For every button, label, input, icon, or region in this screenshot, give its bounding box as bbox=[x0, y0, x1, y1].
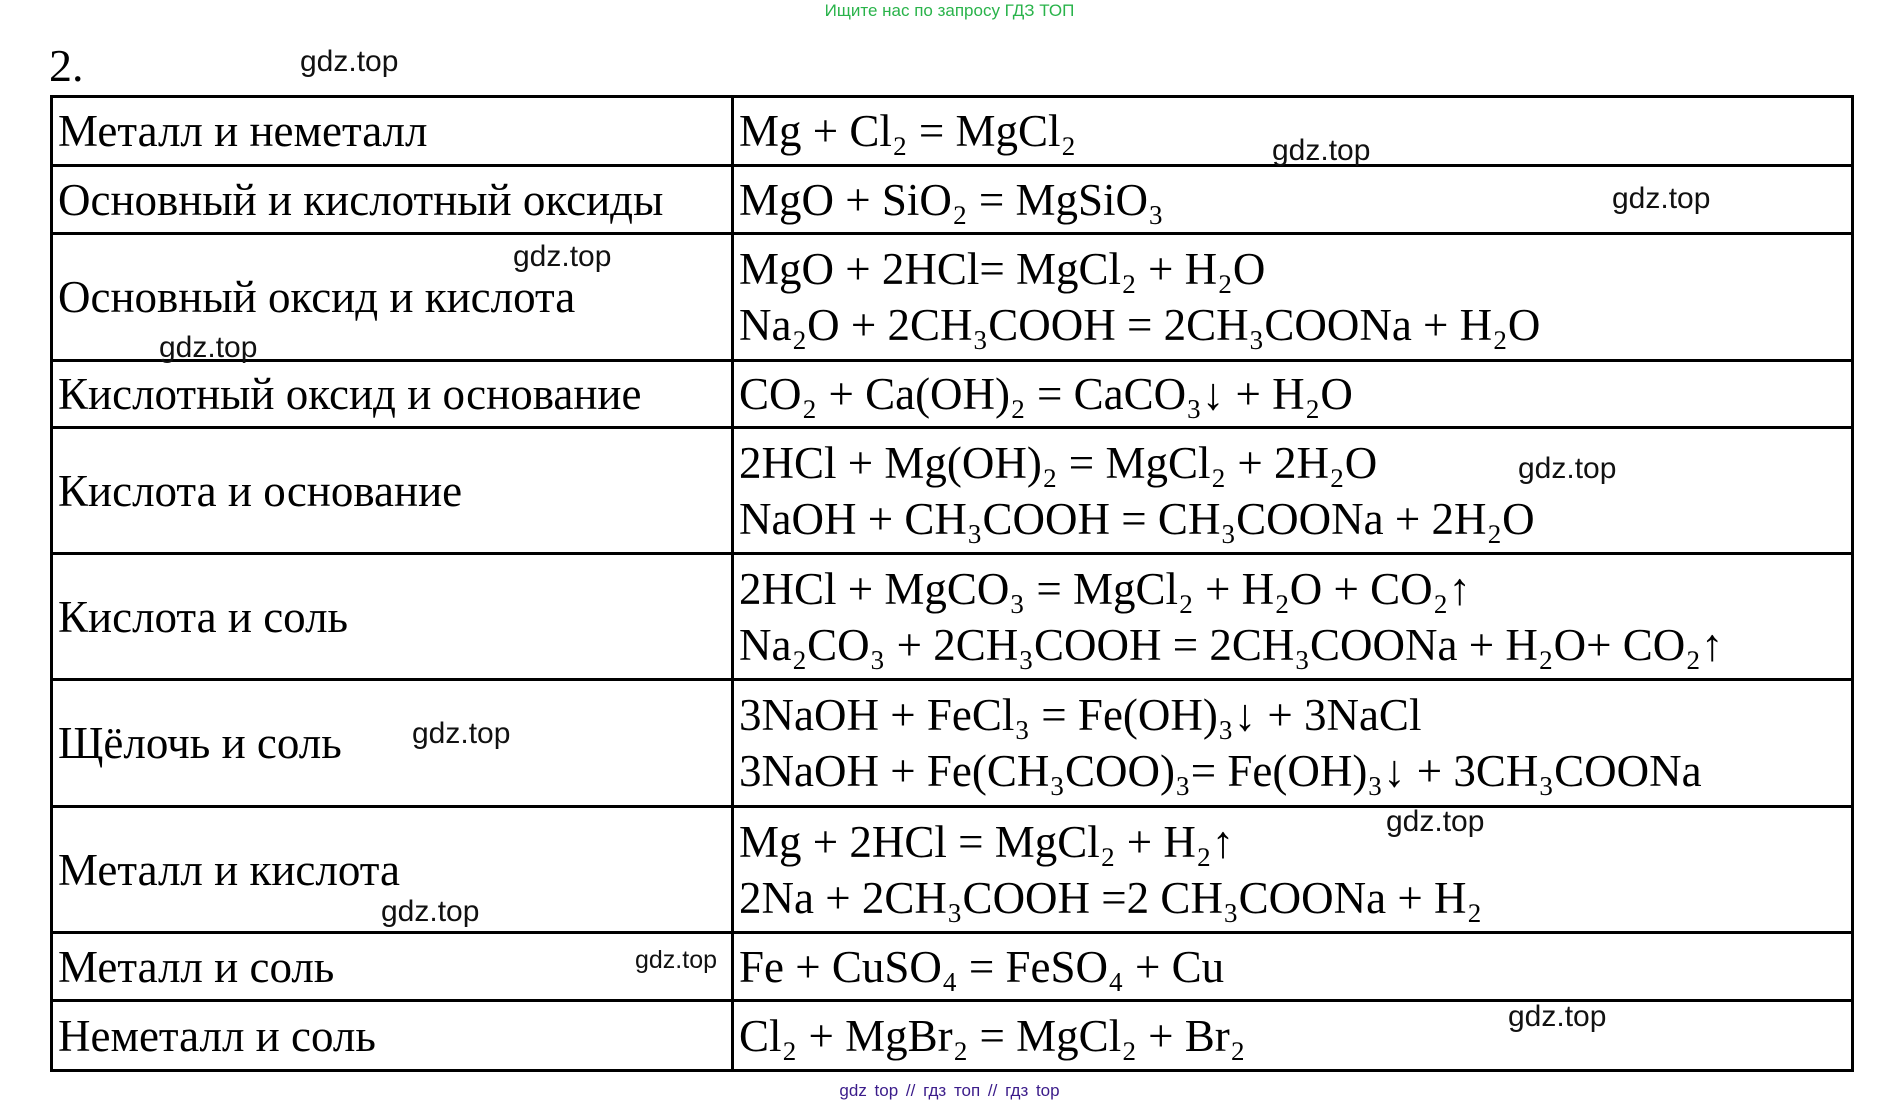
table-row bbox=[52, 361, 1853, 428]
equation-cell bbox=[733, 554, 1853, 680]
equation-cell bbox=[733, 234, 1853, 361]
reaction-type-cell: Кислота и соль bbox=[52, 554, 733, 680]
table-row bbox=[52, 166, 1853, 234]
watermark: gdz.top bbox=[1386, 805, 1485, 838]
search-hint-banner: Ищите нас по запросу ГДЗ ТОП bbox=[824, 1, 1075, 20]
watermark: gdz.top bbox=[381, 895, 480, 928]
watermark: gdz.top bbox=[513, 240, 612, 273]
equation-cell bbox=[733, 428, 1853, 554]
watermark: gdz.top bbox=[1508, 1000, 1607, 1033]
reaction-type-cell: Металл и соль bbox=[52, 933, 733, 1001]
equation: Mg + Cl₂ = MgCl₂ bbox=[739, 106, 1077, 156]
watermark: gdz.top bbox=[412, 717, 511, 750]
equation: Fe + CuSO₄ = FeSO₄ + Cu bbox=[739, 941, 1225, 992]
equation: Na₂O + 2CH₃COOH = 2CH₃COONa + H₂O bbox=[739, 300, 1541, 350]
equation: Mg + 2HCl = MgCl₂ + H₂↑ bbox=[739, 816, 1235, 867]
table-row bbox=[52, 234, 1853, 361]
task-number: 2. bbox=[49, 40, 84, 91]
equation-cell bbox=[733, 807, 1853, 933]
equation: 2Na + 2CH₃COOH =2 CH₃COONa + H₂ bbox=[739, 872, 1483, 923]
equation: MgO + 2HCl= MgCl₂ + H₂O bbox=[739, 244, 1266, 294]
equation: 2HCl + MgCO₃ = MgCl₂ + H₂O + CO₂↑ bbox=[739, 563, 1471, 614]
reaction-type-cell: Кислотный оксид и основание bbox=[52, 361, 733, 428]
reaction-type-cell: Основный оксид и кислота bbox=[52, 234, 733, 361]
equation: 2HCl + Mg(OH)₂ = MgCl₂ + 2H₂O bbox=[739, 437, 1378, 488]
watermark: gdz.top bbox=[635, 946, 718, 974]
equation: Na₂CO₃ + 2CH₃COOH = 2CH₃COONa + H₂O+ CO₂↑ bbox=[739, 619, 1724, 670]
reactions-table bbox=[50, 95, 1854, 1072]
equation-cell bbox=[733, 361, 1853, 428]
reaction-type-cell: Щёлочь и соль bbox=[52, 680, 733, 807]
equation: 3NaOH + FeCl₃ = Fe(OH)₃↓ + 3NaCl bbox=[739, 690, 1422, 740]
table-row bbox=[52, 807, 1853, 933]
equation: Cl₂ + MgBr₂ = MgCl₂ + Br₂ bbox=[739, 1010, 1246, 1061]
equation: 3NaOH + Fe(CH₃COO)₃= Fe(OH)₃↓ + 3CH₃COONa bbox=[739, 746, 1702, 796]
equation: CO₂ + Ca(OH)₂ = CaCO₃↓ + H₂O bbox=[739, 369, 1353, 419]
equation-cell bbox=[733, 1001, 1853, 1071]
watermark: gdz.top bbox=[1518, 452, 1617, 485]
watermark: gdz.top bbox=[159, 331, 258, 364]
equation-cell bbox=[733, 680, 1853, 807]
reaction-type-cell: Металл и кислота bbox=[52, 807, 733, 933]
equation: NaOH + CH₃COOH = CH₃COONa + 2H₂O bbox=[739, 493, 1535, 544]
table-row bbox=[52, 680, 1853, 807]
footer-links: gdz top // гдз топ // гдз top bbox=[839, 1081, 1060, 1100]
reaction-type-cell: Неметалл и соль bbox=[52, 1001, 733, 1071]
table-row bbox=[52, 554, 1853, 680]
equation: MgO + SiO₂ = MgSiO₃ bbox=[739, 174, 1164, 225]
reaction-type-cell: Основный и кислотный оксиды bbox=[52, 166, 733, 234]
table-row bbox=[52, 933, 1853, 1001]
watermark: gdz.top bbox=[1272, 134, 1371, 167]
watermark: gdz.top bbox=[300, 45, 399, 78]
reaction-type-cell: Кислота и основание bbox=[52, 428, 733, 554]
table-row bbox=[52, 97, 1853, 166]
watermark: gdz.top bbox=[1612, 182, 1711, 215]
equation-cell bbox=[733, 933, 1853, 1001]
table-row bbox=[52, 428, 1853, 554]
reaction-type-cell: Металл и неметалл bbox=[52, 97, 733, 166]
